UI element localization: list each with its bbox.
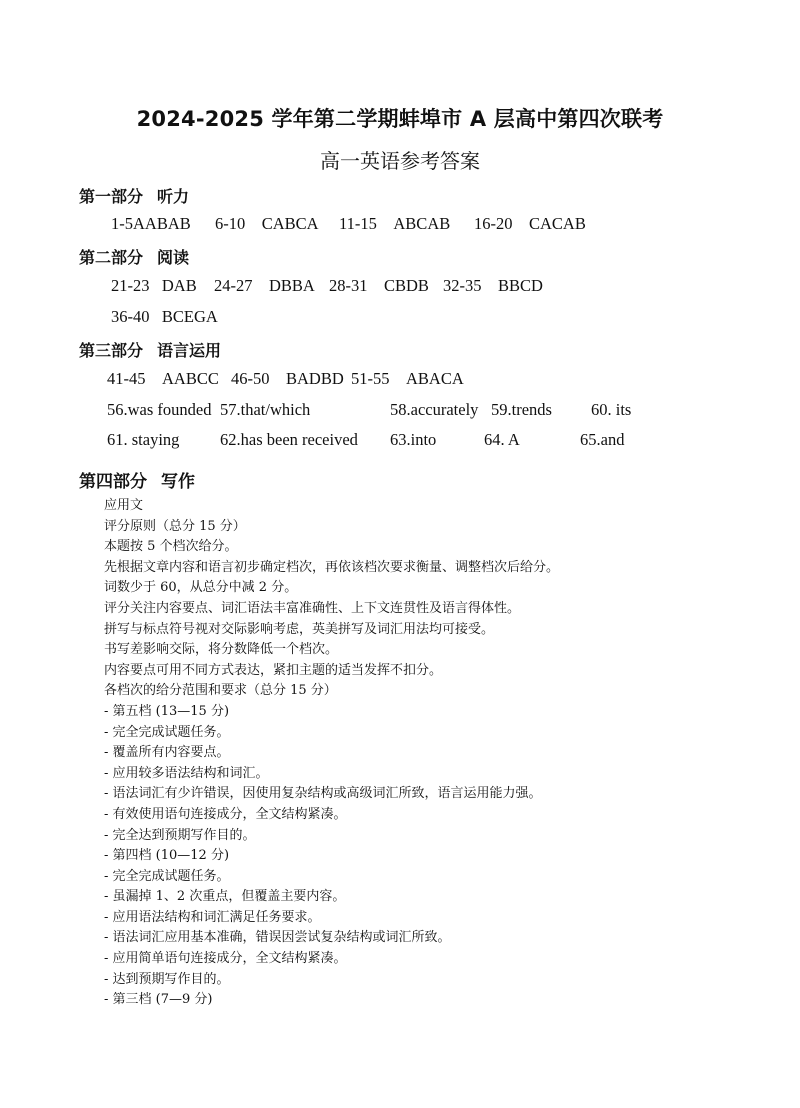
writing-line: 书写差影响交际，将分数降低一个档次。	[104, 642, 339, 658]
writing-line: - 第四档 (10—12 分)	[104, 848, 230, 864]
writing-line: 内容要点可用不同方式表达，紧扣主题的适当发挥不扣分。	[104, 662, 443, 678]
grammar-answer: 59.trends	[491, 400, 552, 419]
writing-line: 应用文	[104, 498, 144, 513]
section-name: 写作	[161, 472, 195, 492]
answer-key-subtitle: 高一英语参考答案	[320, 149, 480, 173]
grammar-answer: 64. A	[484, 430, 520, 449]
writing-line: - 覆盖所有内容要点。	[104, 745, 230, 761]
writing-line: - 完全达到预期写作目的。	[104, 827, 256, 843]
answer-group: 16-20 CACAB	[474, 214, 586, 233]
writing-scoring-guide	[104, 496, 784, 1011]
exam-title: 2024-2025 学年第二学期蚌埠市 A 层高中第四次联考	[136, 107, 664, 131]
answer-group: 46-50 BADBD	[231, 369, 344, 388]
writing-line: - 语法词汇有少许错误，因使用复杂结构或高级词汇所致，语言运用能力强。	[104, 786, 542, 802]
section-language-use-heading	[79, 338, 221, 361]
writing-line: - 语法词汇应用基本准确，错误因尝试复杂结构或词汇所致。	[104, 930, 451, 946]
writing-line: - 应用较多语法结构和词汇。	[104, 765, 269, 781]
grammar-answer: 61. staying	[107, 430, 180, 449]
writing-line: - 有效使用语句连接成分，全文结构紧凑。	[104, 806, 347, 822]
writing-line: - 应用简单语句连接成分，全文结构紧凑。	[104, 951, 347, 967]
section-name: 阅读	[157, 248, 190, 267]
writing-line: - 虽漏掉 1、2 次重点，但覆盖主要内容。	[104, 889, 346, 905]
answer-group: 36-40 BCEGA	[111, 307, 218, 326]
section-number: 第三部分	[79, 341, 144, 360]
writing-line: 词数少于 60，从总分中减 2 分。	[104, 580, 298, 596]
writing-line: - 完全完成试题任务。	[104, 868, 230, 884]
section-number: 第一部分	[79, 187, 144, 206]
grammar-answer: 63.into	[390, 430, 437, 449]
grammar-answer: 56.was founded	[107, 400, 212, 419]
writing-line: 先根据文章内容和语言初步确定档次，再依该档次要求衡量、调整档次后给分。	[104, 559, 560, 575]
section-listening-heading	[79, 184, 189, 207]
answer-group: 32-35 BBCD	[443, 276, 543, 295]
grammar-answer: 62.has been received	[220, 430, 358, 449]
writing-line: 评分关注内容要点、词汇语法丰富准确性、上下文连贯性及语言得体性。	[104, 600, 521, 616]
section-writing-heading	[79, 467, 195, 492]
answer-group: 41-45 AABCC	[107, 369, 219, 388]
section-reading-heading	[79, 245, 189, 268]
section-number: 第四部分	[79, 472, 147, 492]
writing-line: 本题按 5 个档次给分。	[104, 539, 238, 555]
section-name: 听力	[157, 187, 190, 206]
grammar-answer: 57.that/which	[220, 400, 311, 419]
writing-line: - 完全完成试题任务。	[104, 724, 230, 740]
answer-group: 11-15 ABCAB	[339, 214, 451, 233]
writing-line: - 达到预期写作目的。	[104, 971, 230, 987]
writing-line: 拼写与标点符号视对交际影响考虑，英美拼写及词汇用法均可接受。	[104, 621, 495, 637]
writing-line: - 第五档 (13—15 分)	[104, 703, 230, 719]
writing-line: - 第三档 (7—9 分)	[104, 992, 213, 1008]
section-number: 第二部分	[79, 248, 144, 267]
answer-group: 28-31 CBDB	[329, 276, 429, 295]
writing-line: - 应用语法结构和词汇满足任务要求。	[104, 909, 321, 925]
answer-group: 6-10 CABCA	[215, 214, 319, 233]
answer-group: 51-55 ABACA	[351, 369, 464, 388]
answer-group: 21-23 DAB	[111, 276, 197, 295]
answer-group: 1-5AABAB	[111, 214, 191, 233]
grammar-answer: 58.accurately	[390, 400, 479, 419]
grammar-answer: 65.and	[580, 430, 625, 449]
section-name: 语言运用	[157, 341, 222, 360]
writing-line: 各档次的给分范围和要求（总分 15 分）	[104, 683, 337, 699]
grammar-answer: 60. its	[591, 400, 632, 419]
writing-line: 评分原则（总分 15 分）	[104, 518, 246, 534]
answer-group: 24-27 DBBA	[214, 276, 315, 295]
